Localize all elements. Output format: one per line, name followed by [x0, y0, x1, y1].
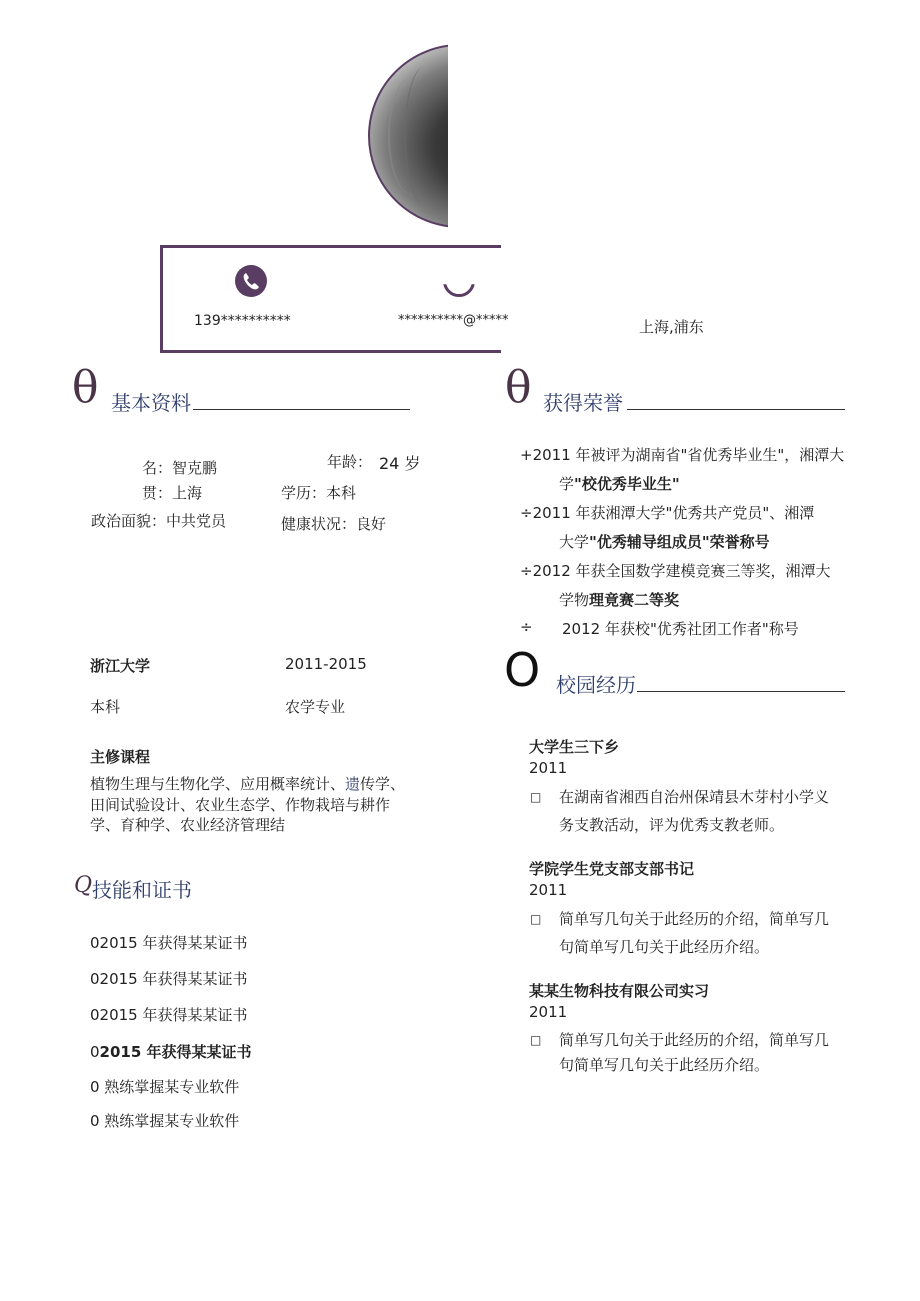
campus-title: 校园经历 — [556, 673, 636, 697]
email-address: **********@***** — [398, 313, 509, 328]
experience-year: 2011 — [529, 1003, 568, 1021]
experience-year: 2011 — [529, 881, 568, 899]
school-period: 2011-2015 — [285, 655, 367, 673]
experience-desc-line: 句简单写几句关于此经历介绍。 — [559, 938, 770, 956]
hometown-field: 贯：上海 — [142, 484, 203, 502]
profile-photo-container — [368, 44, 448, 232]
bullet-icon: □ — [530, 1033, 542, 1047]
basic-info-title: 基本资料 — [111, 391, 191, 415]
honor-1-line-2 — [559, 473, 680, 494]
courses-line-1 — [90, 773, 405, 794]
honor-text: 学 — [559, 475, 575, 493]
section-divider — [627, 409, 845, 410]
health-field: 健康状况：良好 — [281, 515, 387, 533]
photo-detail — [404, 66, 446, 206]
name-field: 名：智克鹏 — [142, 459, 218, 477]
honor-4-text: 2012 年获校"优秀社团工作者"称号 — [562, 620, 799, 638]
honors-title: 获得荣誉 — [543, 391, 623, 415]
experience-title: 大学生三下乡 — [529, 738, 620, 756]
honor-text: 大学 — [559, 533, 590, 551]
courses-line-3: 学、育种学、农业经济管理结 — [90, 816, 286, 834]
courses-text-highlight: 遗 — [345, 775, 361, 793]
experience-desc-line: 在湖南省湘西自治州保靖县木芽村小学义 — [559, 788, 830, 806]
courses-text: 传学、 — [360, 775, 406, 793]
skill-item: 02015 年获得某某证书 — [90, 934, 248, 952]
honor-4-bullet: ÷ — [520, 618, 533, 636]
experience-title: 某某生物科技有限公司实习 — [529, 982, 710, 1000]
experience-desc-line: 句简单写几句关于此经历介绍。 — [559, 1056, 770, 1074]
experience-desc-line: 务支教活动，评为优秀支教老师。 — [559, 816, 785, 834]
politics-field: 政治面貌：中共党员 — [91, 512, 227, 530]
experience-desc-line: 简单写几句关于此经历的介绍，简单写几 — [559, 910, 830, 928]
phone-icon — [235, 265, 267, 297]
section-divider — [193, 409, 410, 410]
honor-1-line-1: +2011 年被评为湖南省"省优秀毕业生"，湘潭大 — [520, 446, 845, 464]
courses-line-2: 田间试验设计、农业生态学、作物栽培与耕作 — [90, 796, 391, 814]
skill-item: 0 熟练掌握某专业软件 — [90, 1112, 240, 1130]
age-value: 24 岁 — [379, 454, 421, 473]
honor-3-line-1: ÷2012 年获全国数学建模竞赛三等奖，湘潭大 — [520, 562, 831, 580]
experience-desc-line: 简单写几句关于此经历的介绍，简单写几 — [559, 1031, 830, 1049]
skill-item: 02015 年获得某某证书 — [90, 970, 248, 988]
contact-box — [160, 245, 501, 353]
skill-item: 0 熟练掌握某专业软件 — [90, 1078, 240, 1096]
email-icon — [443, 265, 475, 297]
skills-title: 技能和证书 — [92, 878, 192, 902]
honor-text: 学物 — [559, 591, 590, 609]
skill-item: 02015 年获得某某证书 — [90, 1006, 248, 1024]
location: 上海,浦东 — [639, 318, 704, 336]
honor-3-line-2 — [559, 589, 679, 610]
school-name: 浙江大学 — [90, 657, 151, 675]
campus-icon: O — [504, 643, 541, 697]
honor-2-line-2 — [559, 531, 770, 552]
section-divider — [637, 691, 845, 692]
skills-icon: Q — [74, 873, 93, 898]
bullet-icon: □ — [530, 912, 542, 926]
education-field: 学历：本科 — [281, 484, 357, 502]
honors-icon: θ — [505, 362, 532, 413]
basic-info-icon: θ — [72, 362, 99, 413]
courses-text: 植物生理与生物化学、应用概率统计、 — [90, 775, 346, 793]
courses-title: 主修课程 — [90, 748, 151, 766]
skill-text: 2015 年获得某某证书 — [99, 1043, 252, 1061]
skill-prefix: 0 — [90, 1043, 100, 1061]
phone-number: 139********** — [194, 313, 291, 329]
age-label: 年龄： — [327, 453, 373, 471]
degree: 本科 — [90, 698, 121, 716]
experience-year: 2011 — [529, 759, 568, 777]
honor-text-bold: "优秀辅导组成员"荣誉称号 — [589, 533, 770, 551]
major: 农学专业 — [285, 698, 346, 716]
skill-item — [90, 1041, 252, 1062]
profile-photo — [368, 44, 448, 228]
honor-text-bold: 理竟赛二等奖 — [589, 591, 680, 609]
bullet-icon: □ — [530, 790, 542, 804]
honor-2-line-1: ÷2011 年获湘潭大学"优秀共产党员"、湘潭 — [520, 504, 815, 522]
honor-text-bold: "校优秀毕业生" — [574, 475, 680, 493]
experience-title: 学院学生党支部支部书记 — [529, 860, 695, 878]
